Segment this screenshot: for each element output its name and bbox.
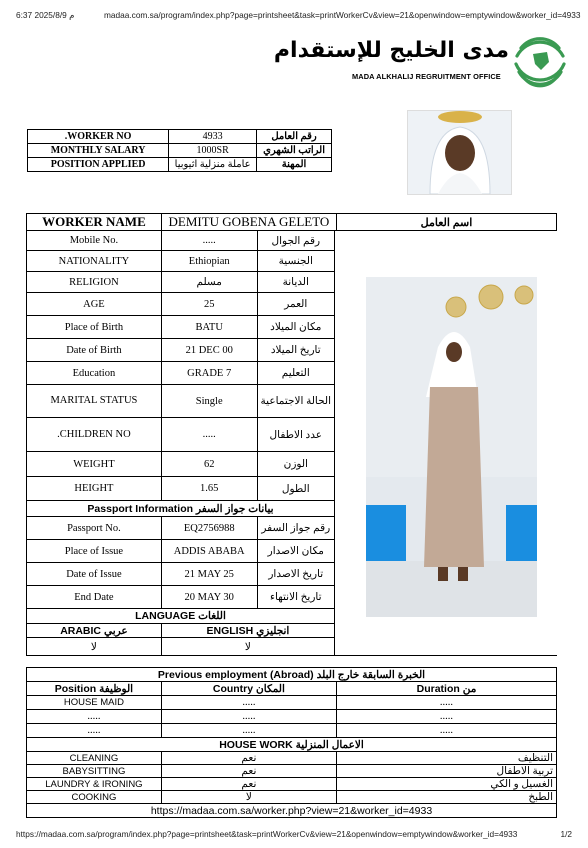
detail-value: 25: [161, 293, 257, 316]
detail-value: 21 DEC 00: [161, 339, 257, 362]
logo-english-text: MADA ALKHALIJ REGRUITMENT OFFICE: [352, 72, 501, 81]
housework-label: COOKING: [27, 791, 162, 804]
table-row: [27, 609, 557, 624]
employment-section-title: Previous employment (Abroad) الخبرة السابقة خارج البلد: [27, 668, 557, 682]
passport-value: ADDIS ABABA: [161, 540, 257, 563]
language-english-label: ENGLISH انجليزي: [161, 624, 334, 638]
detail-label: NATIONALITY: [27, 251, 162, 272]
housework-label: CLEANING: [27, 752, 162, 765]
employment-col-duration: Duration من: [336, 682, 556, 696]
employment-duration: .....: [336, 696, 556, 710]
employment-duration: .....: [336, 724, 556, 738]
position-label: POSITION APPLIED: [28, 158, 169, 172]
housework-value: نعم: [161, 778, 336, 791]
housework-value: نعم: [161, 765, 336, 778]
employment-col-country: Country المكان: [161, 682, 336, 696]
worker-details-table: [26, 213, 557, 818]
worker-no-value: 4933: [169, 130, 257, 144]
passport-label-ar: رقم جواز السفر: [257, 517, 334, 540]
detail-label-ar: تاريخ الميلاد: [257, 339, 334, 362]
position-label-ar: المهنة: [257, 158, 332, 172]
table-row: [27, 586, 557, 609]
passport-label: Date of Issue: [27, 563, 162, 586]
employment-country: .....: [161, 724, 336, 738]
table-row: [27, 724, 557, 738]
position-value: عاملة منزلية اثيوبيا: [169, 158, 257, 172]
language-arabic-value: لا: [27, 638, 162, 656]
table-row: [27, 738, 557, 752]
housework-label-ar: التنظيف: [336, 752, 556, 765]
table-row: [27, 624, 557, 638]
table-row: [27, 682, 557, 696]
passport-section-title: Passport Information بيانات جواز السفر: [27, 501, 335, 517]
employment-country: .....: [161, 710, 336, 724]
detail-value: مسلم: [161, 272, 257, 293]
spacer: [335, 586, 557, 609]
passport-label-ar: مكان الاصدار: [257, 540, 334, 563]
table-row: [27, 752, 557, 765]
table-row: [27, 214, 557, 231]
detail-label: Date of Birth: [27, 339, 162, 362]
print-url: madaa.com.sa/program/index.php?page=printsheet&task=printWorkerCv&view=21&openwindow=emptywindow&worker_id=4933: [104, 10, 581, 20]
passport-label-ar: تاريخ الاصدار: [257, 563, 334, 586]
worker-no-label-ar: رقم العامل: [257, 130, 332, 144]
spacer: [335, 624, 557, 638]
table-row: [28, 130, 332, 144]
table-row: [27, 696, 557, 710]
detail-label-ar: الجنسية: [257, 251, 334, 272]
footer-url: https://madaa.com.sa/program/index.php?page=printsheet&task=printWorkerCv&view=21&openwindow=emptywindow&worker_id=4933: [16, 829, 518, 839]
table-row: [28, 144, 332, 158]
detail-value: GRADE 7: [161, 362, 257, 385]
table-row: [28, 158, 332, 172]
browser-print-footer: [16, 829, 572, 839]
detail-label-ar: الطول: [257, 477, 334, 501]
detail-label-ar: مكان الميلاد: [257, 316, 334, 339]
passport-value: 20 MAY 30: [161, 586, 257, 609]
language-section-title: LANGUAGE اللغات: [27, 609, 335, 624]
housework-label-ar: تربية الاطفال: [336, 765, 556, 778]
housework-section-title: HOUSE WORK الاعمال المنزلية: [27, 738, 557, 752]
table-row: [27, 765, 557, 778]
detail-value: Ethiopian: [161, 251, 257, 272]
passport-value: EQ2756988: [161, 517, 257, 540]
detail-label: HEIGHT: [27, 477, 162, 501]
table-row: [27, 791, 557, 804]
detail-label-ar: الحالة الاجتماعية: [257, 385, 334, 418]
detail-label: .CHILDREN NO: [27, 418, 162, 452]
employment-position: .....: [27, 710, 162, 724]
housework-label: BABYSITTING: [27, 765, 162, 778]
detail-label-ar: الوزن: [257, 452, 334, 477]
spacer: [335, 638, 557, 656]
print-datetime: 6:37 2025/8/9 م: [16, 10, 75, 20]
employment-country: .....: [161, 696, 336, 710]
detail-value: Single: [161, 385, 257, 418]
employment-position: .....: [27, 724, 162, 738]
salary-label-ar: الراتب الشهري: [257, 144, 332, 158]
detail-value: 1.65: [161, 477, 257, 501]
table-row: [27, 778, 557, 791]
photo-spacer: [335, 231, 557, 586]
company-logo: [273, 32, 567, 92]
worker-name-label: WORKER NAME: [27, 214, 162, 231]
language-arabic-label: ARABIC عربي: [27, 624, 162, 638]
detail-label: RELIGION: [27, 272, 162, 293]
detail-value: 62: [161, 452, 257, 477]
employment-position: HOUSE MAID: [27, 696, 162, 710]
employment-duration: .....: [336, 710, 556, 724]
logo-arabic-text: مدى الخليج للإستقدام: [273, 38, 509, 63]
detail-label: MARITAL STATUS: [27, 385, 162, 418]
salary-value: 1000SR: [169, 144, 257, 158]
worker-no-label: .WORKER NO: [28, 130, 169, 144]
worker-name-value: DEMITU GOBENA GELETO: [161, 214, 336, 231]
worker-portrait-photo: [407, 110, 512, 195]
worker-link[interactable]: https://madaa.com.sa/worker.php?view=21&worker_id=4933: [27, 804, 557, 818]
table-row: [27, 710, 557, 724]
detail-label: AGE: [27, 293, 162, 316]
passport-label: Place of Issue: [27, 540, 162, 563]
detail-label: WEIGHT: [27, 452, 162, 477]
detail-label-ar: العمر: [257, 293, 334, 316]
top-info-table: [27, 129, 332, 172]
salary-label: MONTHLY SALARY: [28, 144, 169, 158]
employment-col-position: Position الوظيفة: [27, 682, 162, 696]
table-row: [27, 656, 557, 668]
detail-label-ar: رقم الجوال: [257, 231, 334, 251]
logo-globe-icon: [513, 34, 567, 88]
passport-label: Passport No.: [27, 517, 162, 540]
footer-page-number: 1/2: [560, 829, 572, 839]
housework-value: لا: [161, 791, 336, 804]
detail-value: .....: [161, 231, 257, 251]
passport-label-ar: تاريخ الانتهاء: [257, 586, 334, 609]
housework-label-ar: الطبخ: [336, 791, 556, 804]
detail-label-ar: الديانة: [257, 272, 334, 293]
detail-value: .....: [161, 418, 257, 452]
table-row: [27, 804, 557, 818]
detail-label: Education: [27, 362, 162, 385]
browser-print-header: [16, 10, 581, 24]
detail-label-ar: التعليم: [257, 362, 334, 385]
passport-value: 21 MAY 25: [161, 563, 257, 586]
detail-value: BATU: [161, 316, 257, 339]
worker-name-label-ar: اسم العامل: [336, 214, 556, 231]
housework-label-ar: الغسيل و الكي: [336, 778, 556, 791]
housework-label: LAUNDRY & IRONING: [27, 778, 162, 791]
language-english-value: لا: [161, 638, 334, 656]
passport-label: End Date: [27, 586, 162, 609]
housework-value: نعم: [161, 752, 336, 765]
spacer: [27, 656, 557, 668]
spacer: [335, 609, 557, 624]
table-row: [27, 668, 557, 682]
table-row: [27, 231, 557, 251]
detail-label: Place of Birth: [27, 316, 162, 339]
detail-label-ar: عدد الاطفال: [257, 418, 334, 452]
table-row: [27, 638, 557, 656]
detail-label: Mobile No.: [27, 231, 162, 251]
